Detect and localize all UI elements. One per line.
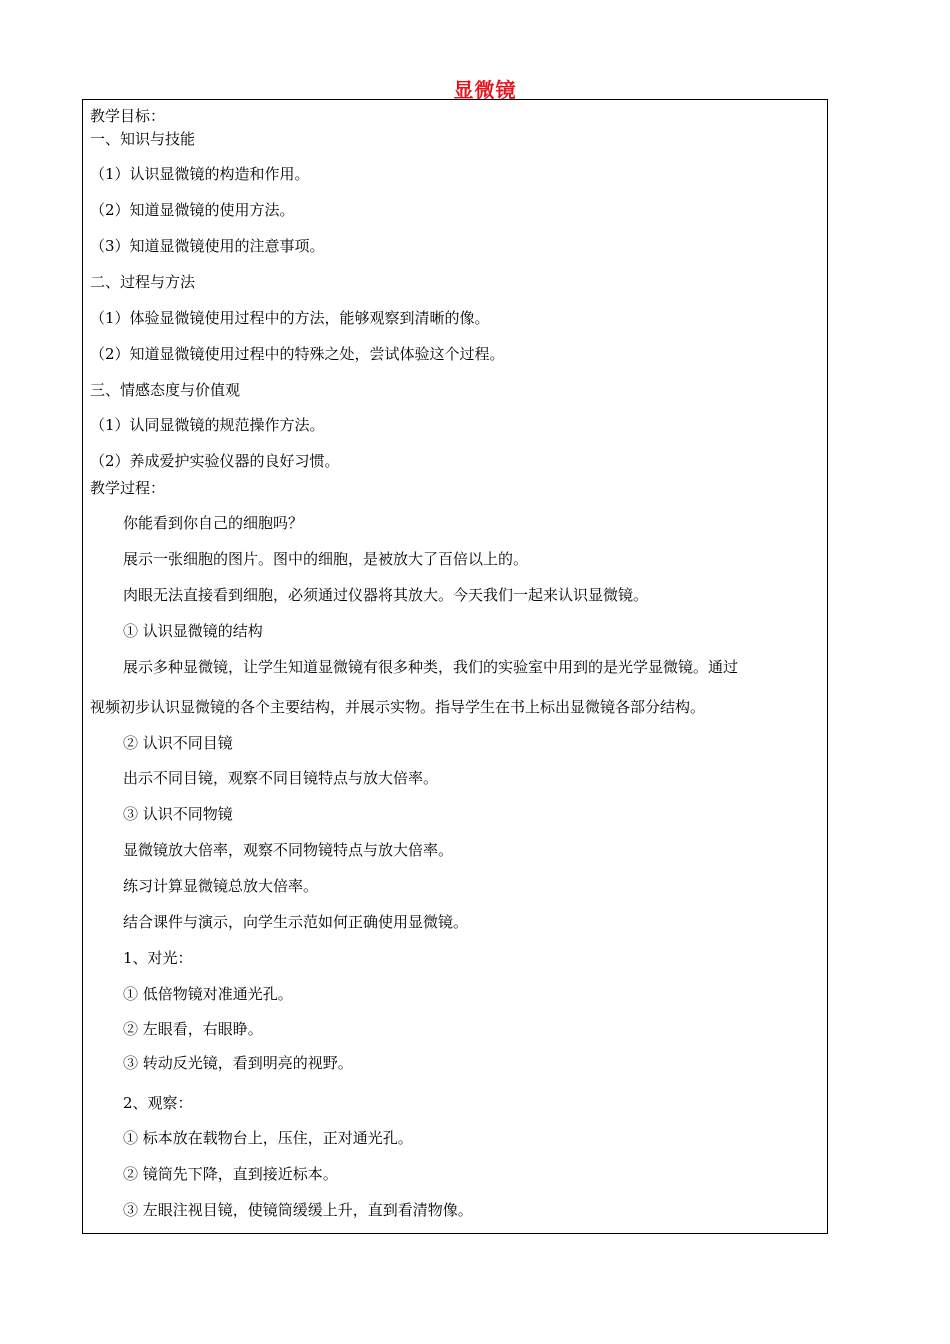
section-heading: 教学过程： (90, 479, 166, 497)
objective-item: （1）认识显微镜的构造和作用。 (90, 165, 310, 183)
process-paragraph: 显微镜放大倍率，观察不同物镜特点与放大倍率。 (123, 841, 454, 859)
process-paragraph: 展示多种显微镜，让学生知道显微镜有很多种类，我们的实验室中用到的是光学显微镜。通过 (123, 658, 739, 676)
procedure-step: ① 低倍物镜对准通光孔。 (123, 985, 293, 1003)
procedure-step: ③ 左眼注视目镜，使镜筒缓缓上升，直到看清物像。 (123, 1201, 473, 1219)
process-paragraph: 展示一张细胞的图片。图中的细胞，是被放大了百倍以上的。 (123, 550, 529, 568)
procedure-step: ② 镜筒先下降，直到接近标本。 (123, 1165, 338, 1183)
procedure-step: ② 左眼看，右眼睁。 (123, 1020, 263, 1038)
subsection-heading: 三、情感态度与价值观 (90, 381, 241, 399)
section-heading: 教学目标： (90, 107, 166, 125)
process-paragraph: 出示不同目镜，观察不同目镜特点与放大倍率。 (123, 769, 439, 787)
process-step-heading: ③ 认识不同物镜 (123, 805, 233, 823)
objective-item: （2）知道显微镜的使用方法。 (90, 201, 295, 219)
process-paragraph: 视频初步认识显微镜的各个主要结构，并展示实物。指导学生在书上标出显微镜各部分结构。 (90, 698, 706, 716)
procedure-heading: 1、对光： (123, 949, 193, 967)
procedure-step: ① 标本放在载物台上，压住，正对通光孔。 (123, 1129, 413, 1147)
objective-item: （3）知道显微镜使用的注意事项。 (90, 237, 325, 255)
objective-item: （1）认同显微镜的规范操作方法。 (90, 416, 325, 434)
process-step-heading: ② 认识不同目镜 (123, 734, 233, 752)
objective-item: （2）知道显微镜使用过程中的特殊之处，尝试体验这个过程。 (90, 345, 505, 363)
subsection-heading: 二、过程与方法 (90, 273, 196, 291)
process-paragraph: 结合课件与演示，向学生示范如何正确使用显微镜。 (123, 913, 469, 931)
procedure-step: ③ 转动反光镜，看到明亮的视野。 (123, 1054, 353, 1072)
process-paragraph: 练习计算显微镜总放大倍率。 (123, 877, 319, 895)
process-step-heading: ① 认识显微镜的结构 (123, 622, 263, 640)
process-paragraph: 肉眼无法直接看到细胞，必须通过仪器将其放大。今天我们一起来认识显微镜。 (123, 586, 649, 604)
process-paragraph: 你能看到你自己的细胞吗？ (123, 514, 304, 532)
objective-item: （1）体验显微镜使用过程中的方法，能够观察到清晰的像。 (90, 309, 490, 327)
procedure-heading: 2、观察： (123, 1094, 193, 1112)
page-title: 显微镜 (453, 78, 517, 102)
objective-item: （2）养成爱护实验仪器的良好习惯。 (90, 452, 340, 470)
subsection-heading: 一、知识与技能 (90, 130, 196, 148)
